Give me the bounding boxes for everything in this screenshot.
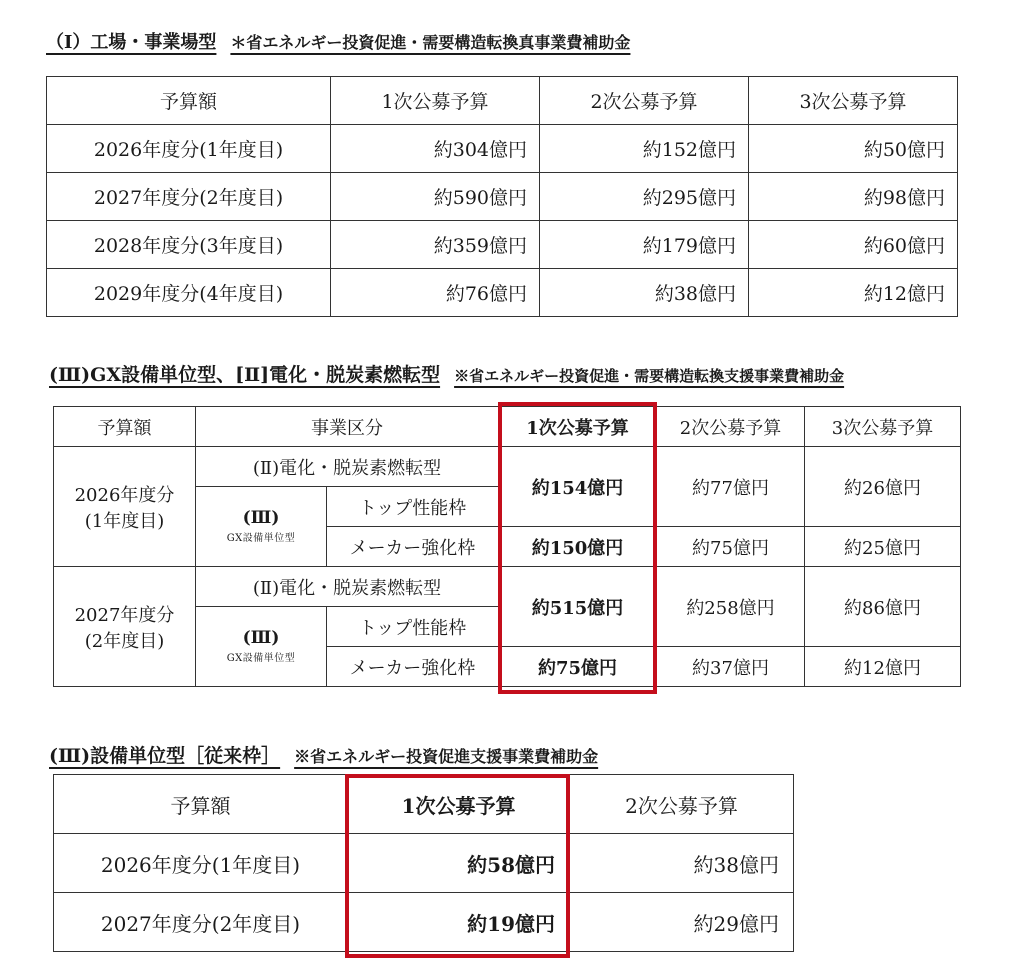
budget-cell: 約26億円 xyxy=(805,447,961,527)
year-cell: 2026年度分(1年度目) xyxy=(54,834,348,893)
header-cell: 3次公募予算 xyxy=(749,77,958,125)
gx-category-cell xyxy=(196,607,327,687)
section1-title: （Ⅰ）工場・事業場型 xyxy=(46,32,217,53)
table-row xyxy=(54,834,794,893)
category-cell: (Ⅱ)電化・脱炭素燃転型 xyxy=(196,447,499,487)
budget-cell: 約86億円 xyxy=(805,567,961,647)
budget-cell: 約179億円 xyxy=(540,221,749,269)
year-cell: 2029年度分(4年度目) xyxy=(47,269,331,317)
budget-cell-highlighted: 約19億円 xyxy=(348,893,570,952)
year-line: (2年度目) xyxy=(84,630,165,652)
year-line: 2026年度分 xyxy=(74,484,175,506)
year-line: 2027年度分 xyxy=(74,604,175,626)
section1-budget-table xyxy=(46,76,958,317)
budget-cell: 約25億円 xyxy=(805,527,961,567)
budget-cell: 約12億円 xyxy=(805,647,961,687)
header-cell: 2次公募予算 xyxy=(540,77,749,125)
header-cell-highlighted: 1次公募予算 xyxy=(499,407,657,447)
table-header-row xyxy=(54,775,794,834)
table-row xyxy=(47,269,958,317)
budget-cell-highlighted: 約154億円 xyxy=(499,447,657,527)
year-cell: 2026年度分(1年度目) xyxy=(47,125,331,173)
budget-cell-highlighted: 約515億円 xyxy=(499,567,657,647)
category-cell: (Ⅱ)電化・脱炭素燃転型 xyxy=(196,567,499,607)
gx-sublabel: GX設備単位型 xyxy=(226,652,296,664)
subcategory-cell: メーカー強化枠 xyxy=(327,527,499,567)
year-cell: 2027年度分(2年度目) xyxy=(54,893,348,952)
budget-cell: 約304億円 xyxy=(331,125,540,173)
budget-cell: 約152億円 xyxy=(540,125,749,173)
section2-budget-table xyxy=(53,406,961,687)
section3-note: ※省エネルギー投資促進支援事業費補助金 xyxy=(294,747,599,766)
header-cell: 1次公募予算 xyxy=(331,77,540,125)
section1-note: ＊省エネルギー投資促進・需要構造転換真事業費補助金 xyxy=(230,33,631,52)
budget-cell: 約50億円 xyxy=(749,125,958,173)
budget-cell: 約295億円 xyxy=(540,173,749,221)
subcategory-cell: メーカー強化枠 xyxy=(327,647,499,687)
table-header-row xyxy=(47,77,958,125)
table-row xyxy=(47,173,958,221)
year-cell: 2027年度分(2年度目) xyxy=(47,173,331,221)
table-row xyxy=(54,567,961,607)
subcategory-cell: トップ性能枠 xyxy=(327,607,499,647)
gx-sublabel: GX設備単位型 xyxy=(226,532,296,544)
budget-cell: 約258億円 xyxy=(657,567,805,647)
section3-heading xyxy=(49,741,598,768)
budget-cell-highlighted: 約75億円 xyxy=(499,647,657,687)
section3-budget-table xyxy=(53,774,794,952)
header-cell: 事業区分 xyxy=(196,407,499,447)
section2-heading xyxy=(49,360,844,387)
year-line: (1年度目) xyxy=(84,510,165,532)
header-cell: 予算額 xyxy=(47,77,331,125)
header-cell: 2次公募予算 xyxy=(570,775,794,834)
table-header-row xyxy=(54,407,961,447)
budget-cell-highlighted: 約58億円 xyxy=(348,834,570,893)
budget-cell-highlighted: 約150億円 xyxy=(499,527,657,567)
gx-label: (Ⅲ) xyxy=(242,508,280,529)
budget-cell: 約37億円 xyxy=(657,647,805,687)
budget-cell: 約77億円 xyxy=(657,447,805,527)
budget-cell: 約60億円 xyxy=(749,221,958,269)
budget-cell: 約12億円 xyxy=(749,269,958,317)
budget-cell: 約38億円 xyxy=(540,269,749,317)
header-cell: 予算額 xyxy=(54,775,348,834)
header-cell: 3次公募予算 xyxy=(805,407,961,447)
section1-heading xyxy=(46,28,630,54)
table-row xyxy=(47,125,958,173)
budget-cell: 約590億円 xyxy=(331,173,540,221)
budget-cell: 約98億円 xyxy=(749,173,958,221)
year-cell xyxy=(54,447,196,567)
budget-cell: 約76億円 xyxy=(331,269,540,317)
header-cell: 2次公募予算 xyxy=(657,407,805,447)
budget-cell: 約38億円 xyxy=(570,834,794,893)
header-cell-highlighted: 1次公募予算 xyxy=(348,775,570,834)
gx-label: (Ⅲ) xyxy=(242,628,280,649)
table-row xyxy=(54,893,794,952)
table-row xyxy=(47,221,958,269)
section2-note: ※省エネルギー投資促進・需要構造転換支援事業費補助金 xyxy=(454,367,845,385)
budget-cell: 約75億円 xyxy=(657,527,805,567)
year-cell xyxy=(54,567,196,687)
subcategory-cell: トップ性能枠 xyxy=(327,487,499,527)
section2-title: (Ⅲ)GX設備単位型、[Ⅱ]電化・脱炭素燃転型 xyxy=(49,364,441,386)
header-cell: 予算額 xyxy=(54,407,196,447)
gx-category-cell xyxy=(196,487,327,567)
budget-cell: 約29億円 xyxy=(570,893,794,952)
year-cell: 2028年度分(3年度目) xyxy=(47,221,331,269)
budget-cell: 約359億円 xyxy=(331,221,540,269)
table-row xyxy=(54,447,961,487)
section3-title: (Ⅲ)設備単位型［従来枠］ xyxy=(49,745,281,767)
